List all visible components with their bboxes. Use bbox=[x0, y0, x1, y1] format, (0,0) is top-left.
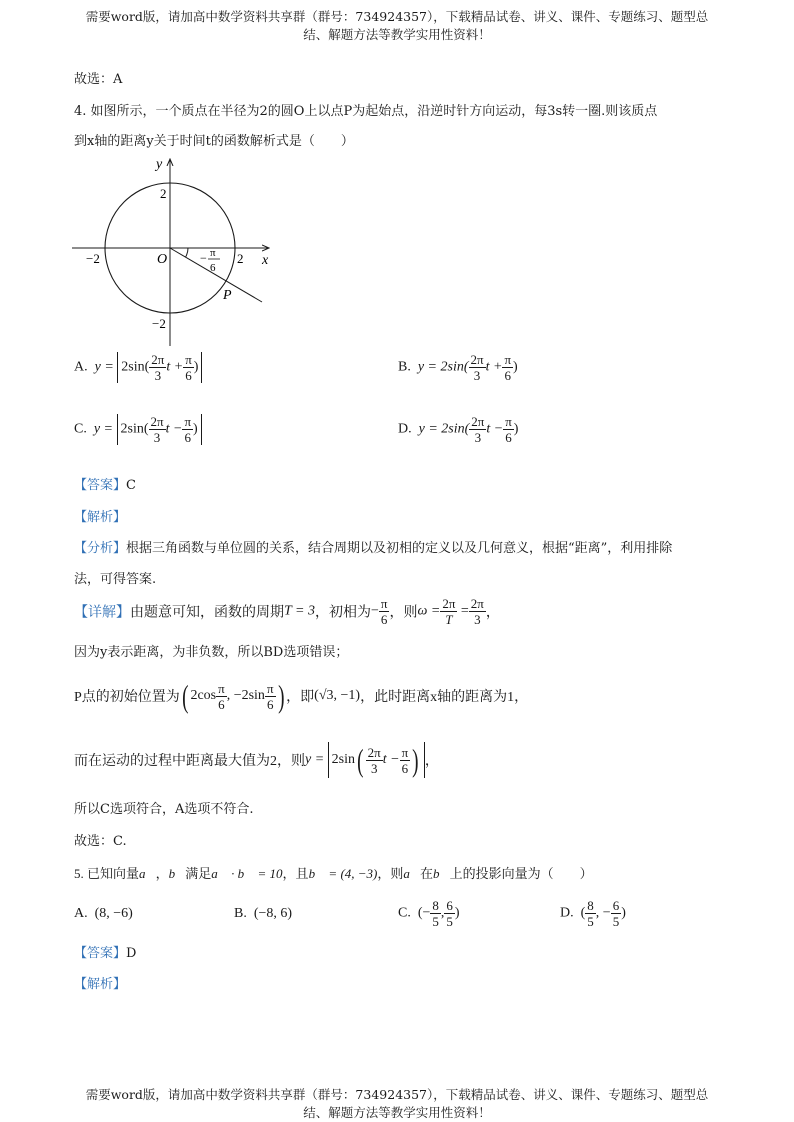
option-b-lhs: y = 2sin( bbox=[417, 359, 469, 375]
xj1-end: ， bbox=[485, 605, 500, 621]
header-banner bbox=[40, 8, 754, 44]
q5-vec-a: a⃗ bbox=[139, 866, 156, 881]
q5-option-d-open: ( bbox=[580, 905, 586, 921]
xj3-frac2-den: 6 bbox=[266, 696, 274, 712]
header-banner-line1: 需要word版，请加高中数学资料共享群（群号：734924357），下载精品试卷、讲义、课件、专题练习、题型总 bbox=[85, 9, 709, 24]
option-c-t: t − bbox=[165, 421, 183, 437]
option-a-label: A. bbox=[74, 359, 88, 375]
xj1-text-b: ，初相为 bbox=[314, 605, 371, 621]
q4-option-b bbox=[398, 352, 518, 383]
q5-option-b-value: (−8, 6) bbox=[253, 906, 293, 921]
q5-vec-b: b⃗ bbox=[168, 866, 186, 881]
q5-option-d-mid: , − bbox=[595, 905, 611, 921]
xj1-frac1-den: T bbox=[445, 612, 453, 627]
q5-stem-i: 上的投影向量为（ ） bbox=[449, 866, 593, 881]
origin-label: O bbox=[157, 252, 168, 267]
option-a-num: 2π bbox=[151, 352, 165, 367]
xj4-lhs: y = bbox=[305, 752, 325, 767]
xj4-frac2-den: 6 bbox=[401, 760, 409, 776]
q5-answer-line bbox=[74, 942, 136, 961]
angle-denominator: 6 bbox=[210, 262, 216, 274]
option-c-num: 2π bbox=[150, 414, 164, 429]
option-c-label: C. bbox=[74, 421, 87, 437]
q4-fenxi-line2: 法，可得答案. bbox=[74, 572, 157, 587]
option-d-label: D. bbox=[398, 421, 412, 437]
option-d-den: 3 bbox=[474, 430, 482, 445]
q5-option-d-label: D. bbox=[560, 905, 574, 921]
option-d-num: 2π bbox=[471, 414, 485, 429]
option-a-close: ) bbox=[193, 359, 199, 375]
point-p-label: P bbox=[223, 288, 232, 303]
option-c-close: ) bbox=[193, 421, 198, 437]
q4-xiangjie-line4 bbox=[74, 742, 439, 778]
tick-label-top: 2 bbox=[160, 186, 167, 201]
q4-xiangjie-line2: 因为y表示距离，为非负数，所以BD选项错误； bbox=[74, 645, 349, 660]
q5-stem-a: 5. 已知向量 bbox=[74, 866, 140, 881]
xj4-fn: 2sin bbox=[331, 752, 356, 767]
q5-option-b bbox=[234, 906, 292, 922]
q5-dot-product: a⃗ · b⃗ = 10 bbox=[211, 866, 283, 881]
q5-option-c-frac1 bbox=[430, 898, 441, 929]
q4-stem-line2: 到x轴的距离y关于时间t的函数解析式是（ ） bbox=[74, 134, 354, 149]
q5-option-a-label: A. bbox=[74, 906, 88, 921]
option-a-frac bbox=[149, 352, 166, 383]
option-a-pden: 6 bbox=[185, 368, 192, 383]
xj4-frac2 bbox=[400, 745, 411, 776]
xj4-frac1-den: 3 bbox=[370, 760, 378, 776]
xj1-phase-frac bbox=[379, 596, 390, 627]
q5-option-c bbox=[398, 898, 460, 929]
option-b-label: B. bbox=[398, 359, 411, 375]
q5-c-d1: 5 bbox=[432, 914, 439, 929]
q4-circle-figure bbox=[70, 150, 280, 350]
q4-option-c bbox=[74, 414, 202, 445]
q5-stem-h: b⃗ bbox=[433, 866, 450, 881]
q5-option-a bbox=[74, 906, 133, 922]
xj3-point: (√3, −1) bbox=[314, 688, 361, 703]
option-d-close: ) bbox=[513, 421, 519, 437]
option-d-lhs: y = 2sin( bbox=[418, 421, 470, 437]
xj3-frac2-num: π bbox=[266, 680, 274, 696]
xj3-frac1-num: π bbox=[218, 680, 225, 696]
q5-option-b-label: B. bbox=[234, 906, 247, 921]
xj1-phase-sign: − bbox=[370, 603, 379, 619]
xj3-paren-close: ) bbox=[277, 678, 285, 714]
option-a-fn: 2sin( bbox=[121, 359, 150, 375]
option-b-pden: 6 bbox=[504, 368, 511, 383]
option-b-pfrac bbox=[502, 352, 513, 383]
angle-sign: − bbox=[200, 251, 207, 265]
q5-c-n1: 8 bbox=[432, 898, 439, 913]
q4-xiangjie-line6: 故选：C. bbox=[74, 834, 127, 849]
option-d-pnum: π bbox=[505, 414, 512, 429]
q4-xiangjie-line3 bbox=[74, 678, 528, 714]
footer-banner-line1: 需要word版，请加高中数学资料共享群（群号：734924357），下载精品试卷、讲义、课件、专题练习、题型总 bbox=[85, 1087, 709, 1102]
option-b-t: t + bbox=[485, 359, 503, 375]
xj1-frac1-num: 2π bbox=[442, 596, 456, 611]
q4-answer-tag: 【答案】 bbox=[74, 478, 127, 493]
option-c-lhs: y = bbox=[93, 421, 114, 437]
xj4-frac2-num: π bbox=[401, 744, 409, 760]
angle-numerator: π bbox=[210, 247, 216, 259]
option-c-pnum: π bbox=[184, 414, 192, 429]
q5-d-n1: 8 bbox=[587, 898, 594, 913]
option-b-num: 2π bbox=[470, 352, 484, 367]
q5-d-d1: 5 bbox=[587, 914, 594, 929]
option-a-pnum: π bbox=[185, 352, 192, 367]
q4-answer-line bbox=[74, 474, 136, 493]
xj3-cos: 2cos bbox=[190, 688, 217, 703]
q5-stem-f: a⃗ bbox=[403, 866, 421, 881]
option-a-pfrac bbox=[183, 352, 194, 383]
xj3-text-b: ，即 bbox=[286, 690, 315, 705]
q4-xiangjie-line5: 所以C选项符合，A选项不符合. bbox=[74, 802, 254, 817]
tick-label-bottom: −2 bbox=[152, 316, 166, 331]
xj3-frac1 bbox=[216, 681, 227, 712]
option-c-abs bbox=[117, 414, 202, 445]
xj1-text-c: ，则 bbox=[389, 605, 418, 621]
option-c-fn: 2sin( bbox=[120, 421, 149, 437]
xj3-frac2 bbox=[265, 681, 276, 712]
option-a-abs bbox=[117, 352, 202, 383]
xj1-omega: ω = bbox=[417, 603, 441, 619]
q4-option-a bbox=[74, 352, 202, 383]
q5-option-c-frac2 bbox=[444, 898, 455, 929]
q5-option-d-close: ) bbox=[621, 905, 626, 921]
xj4-abs: 2sin( $\frac{2\pi}{3}$ t − $\frac{\pi}{6}$ ) bbox=[328, 742, 425, 778]
xj1-phase-den: 6 bbox=[380, 612, 388, 627]
xj1-text-a: 由题意可知，函数的周期 bbox=[130, 605, 284, 621]
tick-label-right: 2 bbox=[237, 251, 244, 266]
q5-c-d2: 5 bbox=[446, 914, 453, 929]
x-axis-label: x bbox=[262, 253, 269, 268]
option-b-frac bbox=[469, 352, 486, 383]
q5-option-c-open: (− bbox=[417, 905, 431, 921]
xj1-frac1 bbox=[440, 596, 457, 627]
q4-fenxi-text1: 根据三角函数与单位圆的关系，结合周期以及初相的定义以及几何意义，根据“距离”，利用排除 bbox=[126, 541, 673, 556]
q5-option-d-frac2 bbox=[611, 898, 622, 929]
xj1-frac2 bbox=[469, 596, 486, 627]
option-b-close: ) bbox=[513, 359, 518, 375]
xj1-equals: = bbox=[460, 603, 469, 619]
q5-stem bbox=[74, 863, 593, 882]
q5-c-n2: 6 bbox=[446, 898, 453, 913]
q5-option-d-frac1 bbox=[585, 898, 596, 929]
xj3-sin: , −2sin bbox=[226, 688, 265, 703]
angle-arc bbox=[186, 248, 188, 257]
xj4-t: t − bbox=[382, 752, 400, 767]
q4-jiexi-tag: 【解析】 bbox=[74, 510, 127, 525]
q5-jiexi-tag: 【解析】 bbox=[74, 977, 127, 992]
footer-banner-line2: 结、解题方法等教学实用性资料！ bbox=[303, 1105, 491, 1120]
xj3-text-c: ，此时距离x轴的距离为1， bbox=[360, 690, 529, 705]
option-d-pden: 6 bbox=[505, 430, 512, 445]
xj1-frac2-den: 3 bbox=[474, 612, 481, 627]
q5-answer-tag: 【答案】 bbox=[74, 946, 127, 961]
option-c-frac bbox=[149, 414, 166, 445]
xj4-text-a: 而在运动的过程中距离最大值为2，则 bbox=[74, 754, 305, 769]
option-a-lhs: y = bbox=[94, 359, 114, 375]
xj4-frac1 bbox=[366, 745, 383, 776]
xj1-period: T = 3 bbox=[284, 603, 315, 619]
xj1-frac2-num: 2π bbox=[470, 596, 484, 611]
q4-fenxi-line1 bbox=[74, 537, 672, 556]
q5-option-a-value: (8, −6) bbox=[94, 906, 133, 921]
q5-stem-d: ，且 bbox=[282, 866, 309, 881]
option-b-den: 3 bbox=[473, 368, 481, 383]
q5-option-d bbox=[560, 898, 626, 929]
option-d-frac bbox=[469, 414, 486, 445]
xj3-paren-open: ( bbox=[181, 678, 189, 714]
q5-d-n2: 6 bbox=[612, 898, 620, 913]
q5-b-value: b⃗ = (4, −3) bbox=[308, 866, 378, 881]
option-a-t: t + bbox=[166, 359, 184, 375]
q5-stem-b: ， bbox=[155, 866, 169, 881]
footer-banner bbox=[40, 1086, 754, 1122]
q5-option-c-close: ) bbox=[454, 905, 460, 921]
q4-xiangjie-tag: 【详解】 bbox=[74, 605, 130, 621]
q5-answer-value: D bbox=[126, 946, 137, 961]
prev-answer-line: 故选：A bbox=[74, 72, 123, 87]
xj4-end: ， bbox=[424, 754, 439, 769]
option-b-pnum: π bbox=[504, 352, 512, 367]
q4-stem-line1: 4. 如图所示，一个质点在半径为2的圆O上以点P为起始点，沿逆时针方向运动，每3s转一圈.则该质点 bbox=[74, 104, 658, 119]
option-d-pfrac bbox=[503, 414, 514, 445]
q5-stem-g: 在 bbox=[420, 866, 434, 881]
tick-label-left: −2 bbox=[86, 251, 100, 266]
q5-d-d2: 5 bbox=[612, 914, 620, 929]
q5-stem-c: 满足 bbox=[185, 866, 212, 881]
q5-option-c-mid: , bbox=[440, 905, 445, 921]
q5-stem-e: ，则 bbox=[377, 866, 404, 881]
q5-option-c-label: C. bbox=[398, 905, 411, 921]
q4-answer-value: C bbox=[126, 478, 136, 493]
xj3-frac1-den: 6 bbox=[218, 696, 225, 712]
option-c-pden: 6 bbox=[184, 430, 191, 445]
q4-fenxi-tag: 【分析】 bbox=[74, 541, 127, 556]
xj1-phase-num: π bbox=[380, 596, 388, 611]
q4-option-d bbox=[398, 414, 518, 445]
header-banner-line2: 结、解题方法等教学实用性资料！ bbox=[303, 27, 491, 42]
option-c-pfrac bbox=[182, 414, 193, 445]
xj4-frac1-num: 2π bbox=[367, 744, 381, 760]
option-c-den: 3 bbox=[153, 430, 161, 445]
q4-xiangjie-line1 bbox=[74, 596, 500, 627]
xj3-text-a: P点的初始位置为 bbox=[74, 690, 180, 705]
y-axis-label: y bbox=[156, 157, 163, 172]
option-a-den: 3 bbox=[154, 368, 162, 383]
option-d-t: t − bbox=[486, 421, 504, 437]
